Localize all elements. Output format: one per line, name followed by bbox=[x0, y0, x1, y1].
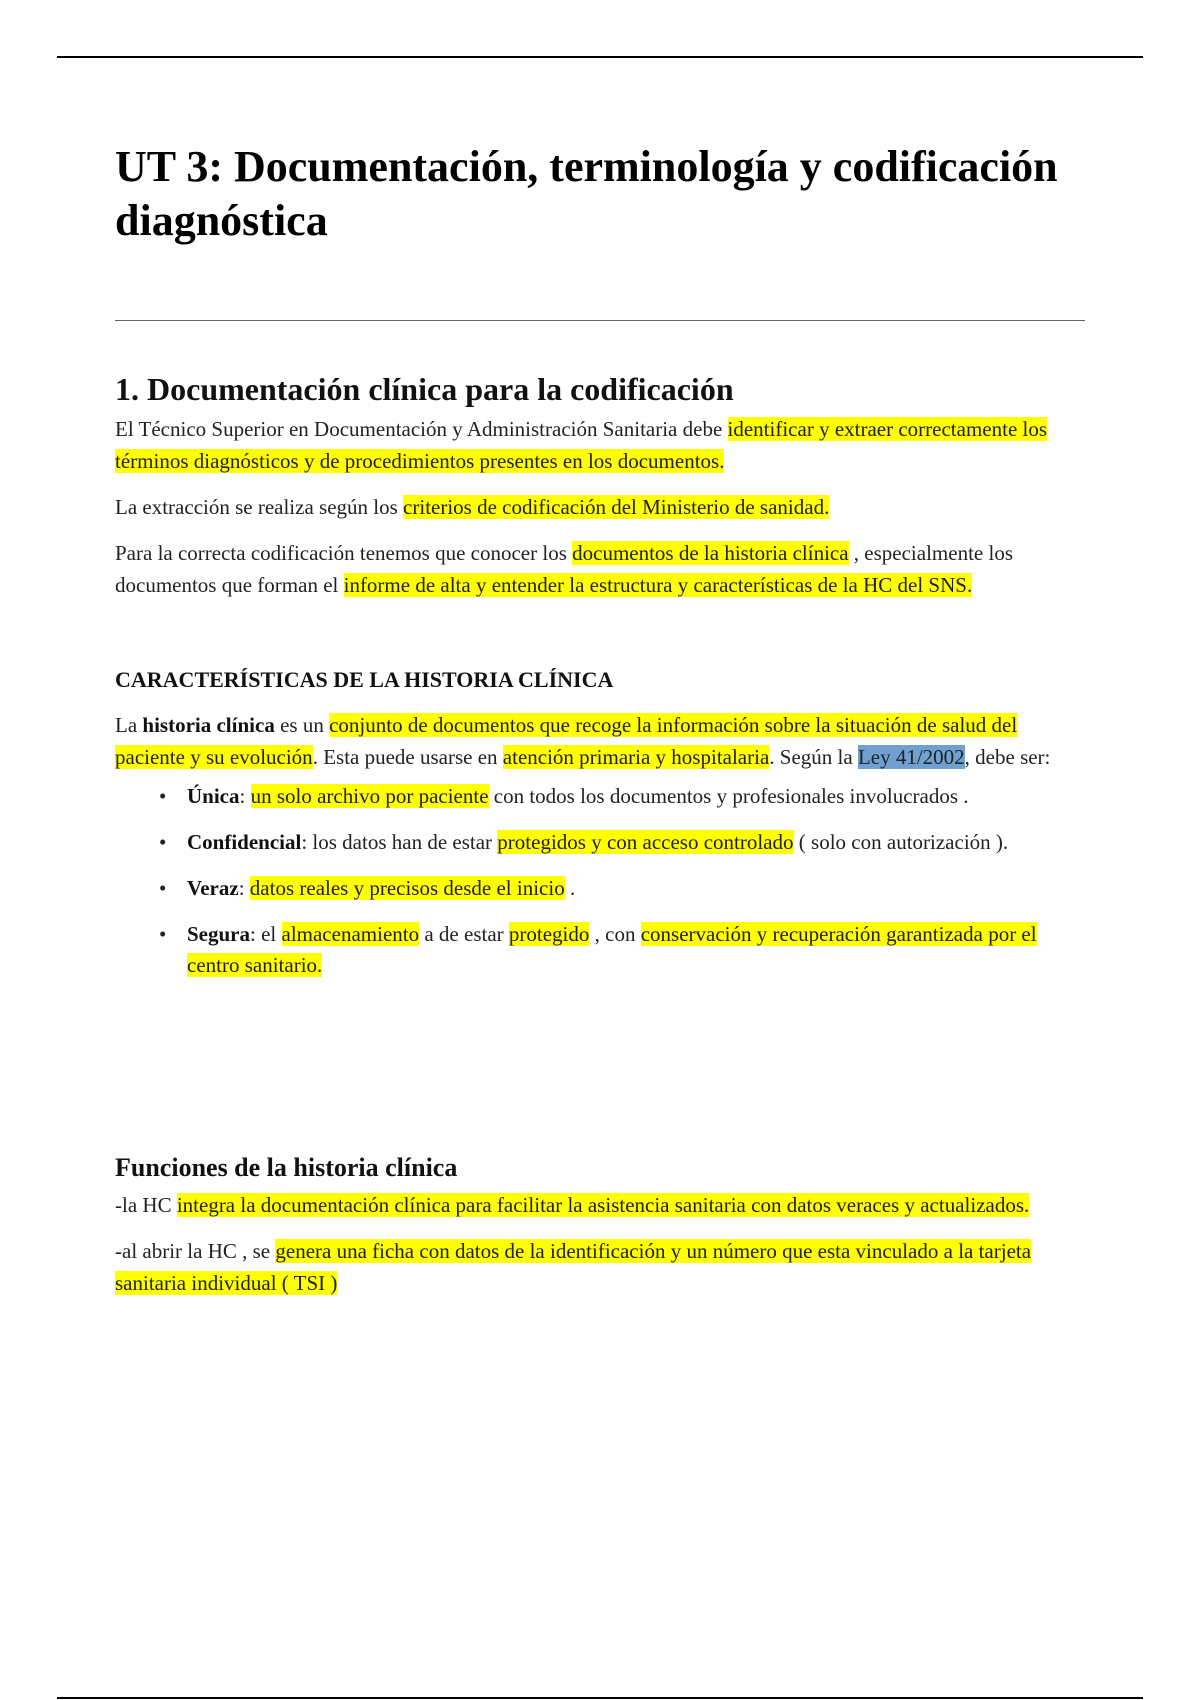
top-border-line bbox=[57, 56, 1143, 58]
text-run: es un bbox=[274, 713, 330, 737]
highlighted-text: protegidos y con acceso controlado bbox=[497, 830, 794, 854]
highlighted-text: protegido bbox=[508, 922, 590, 946]
document-title: UT 3: Documentación, terminología y codificación diagnóstica bbox=[115, 142, 1058, 245]
text-run: : los datos han de estar bbox=[301, 830, 498, 854]
bold-term: Segura bbox=[187, 922, 250, 946]
text-run: La bbox=[115, 713, 143, 737]
text-run: , debe ser: bbox=[964, 745, 1051, 769]
selected-text-ley[interactable]: Ley 41/2002 bbox=[857, 745, 965, 769]
text-run: con todos los documentos y profesionales involucrados . bbox=[488, 784, 969, 808]
characteristics-list bbox=[115, 781, 1067, 981]
text-run: . Esta puede usarse en bbox=[312, 745, 503, 769]
highlighted-text: identificar y extraer correctamente los términos diagnósticos y de procedimientos presentes en los documentos. bbox=[115, 417, 1048, 473]
text-run: : bbox=[239, 784, 251, 808]
highlighted-text: documentos de la historia clínica bbox=[572, 541, 849, 565]
highlighted-text: almacenamiento bbox=[281, 922, 420, 946]
highlighted-text: atención primaria y hospitalaria bbox=[502, 745, 770, 769]
subheading-funciones: Funciones de la historia clínica bbox=[115, 1153, 458, 1182]
paragraph-historia-clinica bbox=[115, 709, 1085, 773]
list-item-veraz bbox=[159, 873, 1067, 904]
list-item-confidencial bbox=[159, 827, 1067, 858]
text-run: . bbox=[564, 876, 576, 900]
text-run: La extracción se realiza según los bbox=[115, 495, 404, 519]
text-run: Para la correcta codificación tenemos que conocer los bbox=[115, 541, 573, 565]
bottom-border-line bbox=[57, 1697, 1143, 1699]
horizontal-rule bbox=[115, 320, 1085, 321]
text-run: ( solo con autorización ). bbox=[793, 830, 1009, 854]
document-body bbox=[115, 140, 1085, 1299]
paragraph-funcion-ficha bbox=[115, 1235, 1085, 1299]
bullet-icon: • bbox=[159, 830, 167, 854]
highlighted-text: conservación y recuperación garantizada por el centro sanitario. bbox=[187, 922, 1037, 977]
highlighted-text: conjunto de documentos que recoge la información sobre la situación de salud del paciente y su evolución bbox=[115, 713, 1018, 769]
list-item-unica bbox=[159, 781, 1067, 812]
text-run: : bbox=[238, 876, 250, 900]
text-run: -la HC bbox=[115, 1193, 177, 1217]
bold-term: Confidencial bbox=[187, 830, 302, 854]
highlighted-text: datos reales y precisos desde el inicio bbox=[249, 876, 565, 900]
bold-term: Única bbox=[187, 784, 240, 808]
text-run: , con bbox=[589, 922, 641, 946]
bold-term: Veraz bbox=[187, 876, 239, 900]
highlighted-text: un solo archivo por paciente bbox=[250, 784, 489, 808]
paragraph-tecnico bbox=[115, 413, 1085, 477]
bold-term: historia clínica bbox=[142, 713, 275, 737]
paragraph-funcion-integra bbox=[115, 1189, 1085, 1221]
text-run: . Según la bbox=[769, 745, 858, 769]
list-item-segura bbox=[159, 919, 1067, 981]
paragraph-codificacion bbox=[115, 537, 1085, 601]
highlighted-text: criterios de codificación del Ministerio de sanidad. bbox=[403, 495, 830, 519]
section-heading-documentacion: 1. Documentación clínica para la codificación bbox=[115, 371, 734, 407]
highlighted-text: informe de alta y entender la estructura y características de la HC del SNS. bbox=[343, 573, 973, 597]
paragraph-extraccion bbox=[115, 491, 1085, 523]
highlighted-text: genera una ficha con datos de la identificación y un número que esta vinculado a la tarjeta sanitaria individual ( TSI ) bbox=[115, 1239, 1032, 1295]
text-run: : el bbox=[250, 922, 282, 946]
bullet-icon: • bbox=[159, 784, 167, 808]
bullet-icon: • bbox=[159, 922, 167, 946]
text-run: -al abrir la HC , se bbox=[115, 1239, 276, 1263]
bullet-icon: • bbox=[159, 876, 167, 900]
text-run: , especialmente los documentos que forman el bbox=[115, 541, 1013, 597]
highlighted-text: integra la documentación clínica para facilitar la asistencia sanitaria con datos veraces y actualizados. bbox=[176, 1193, 1030, 1217]
text-run: a de estar bbox=[419, 922, 509, 946]
text-run: El Técnico Superior en Documentación y Administración Sanitaria debe bbox=[115, 417, 728, 441]
subheading-caracteristicas: CARACTERÍSTICAS DE LA HISTORIA CLÍNICA bbox=[115, 667, 614, 692]
